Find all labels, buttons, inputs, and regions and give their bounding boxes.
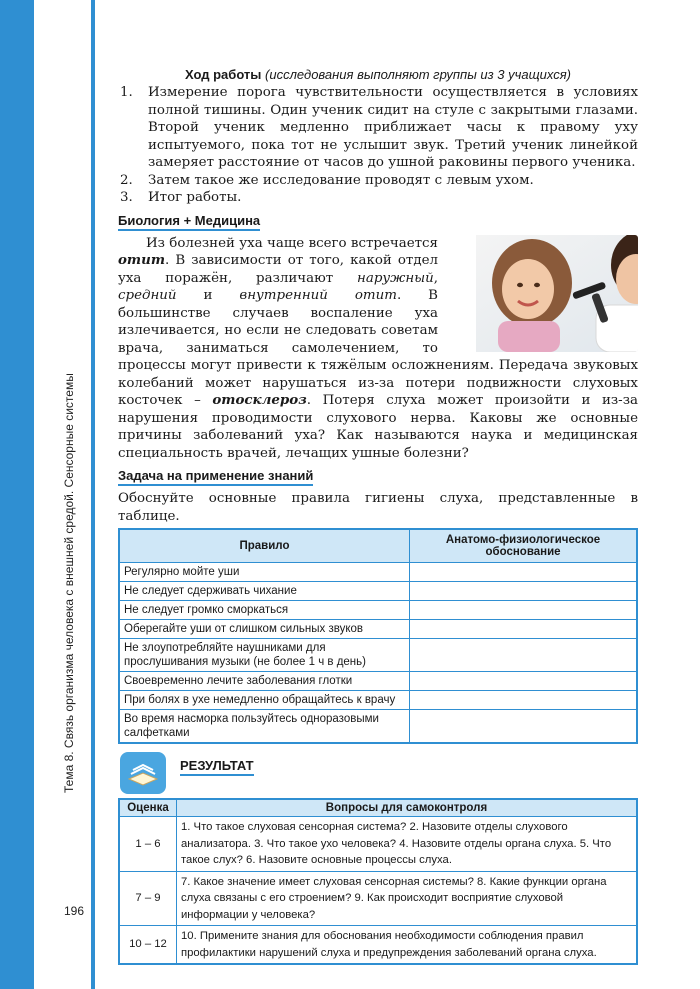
result-title: РЕЗУЛЬТАТ	[180, 758, 254, 776]
reason-cell[interactable]	[410, 672, 638, 691]
term: внутренний отит	[239, 288, 397, 303]
term-otoskleroz: отосклероз	[212, 392, 307, 408]
rule-cell: Оберегайте уши от слишком сильных звуков	[119, 620, 410, 639]
text: . В большинстве случаев воспаление уха излечивается, но если не следовать советам врача, заниматься самолечением, то процессы могут привести к тяжёлым осложнениям. Передача звуковых колебаний может нарушаться из-за потери подвижности слуховых косточек –	[118, 288, 638, 408]
rule-cell: Не следует громко сморкаться	[119, 601, 410, 620]
hygiene-rules-table	[118, 528, 638, 744]
reason-cell[interactable]	[410, 691, 638, 710]
rule-cell: Не злоупотребляйте наушниками для прослушивания музыки (не более 1 ч в день)	[119, 639, 410, 672]
reason-cell[interactable]	[410, 563, 638, 582]
step-number: 3.	[120, 190, 133, 205]
result-header	[118, 752, 638, 798]
task-heading: Задача на применение знаний	[118, 468, 313, 486]
step-text: Измерение порога чувствительности осуществляется в условиях полной тишины. Один ученик сидит на стуле с закрытыми глазами. Второй ученик медленно приближает часы к правому уху испытуемого, пока тот не услышит звук. Третий ученик линейкой замеряет расстояние от часов до ушной раковины первого ученика.	[148, 85, 638, 170]
rule-cell: Не следует сдерживать чихание	[119, 582, 410, 601]
sidebar-stripe	[0, 0, 34, 989]
rule-cell: Своевременно лечите заболевания глотки	[119, 672, 410, 691]
step-text: Затем такое же исследование проводят с левым ухом.	[148, 172, 534, 188]
text: Из болезней уха чаще всего встречается	[146, 235, 438, 251]
table-row	[119, 710, 637, 744]
step-text: Итог работы.	[148, 190, 242, 205]
workflow-steps	[118, 84, 638, 207]
sidebar-line	[91, 0, 95, 989]
text: и	[176, 288, 240, 303]
workflow-step	[118, 172, 638, 190]
step-number: 2.	[120, 172, 133, 188]
chapter-caption: Тема 8. Связь организма человека с внешней средой. Сенсорные системы	[62, 373, 76, 793]
questions-cell: 7. Какое значение имеет слуховая сенсорная системы? 8. Какие функции органа слуха связаны с его строением? 9. Как происходит восприятие слуховой информации у человека?	[177, 871, 638, 926]
text: ,	[433, 270, 438, 286]
task-intro: Обоснуйте основные правила гигиены слуха, представленные в таблице.	[118, 491, 638, 524]
questions-cell: 10. Примените знания для обоснования необходимости соблюдения правил профилактики нарушений слуха и предупреждения заболеваний органа слуха.	[177, 926, 638, 965]
questions-cell: 1. Что такое слуховая сенсорная система? 2. Назовите отделы слухового анализатора. 3. Что такое ухо человека? 4. Назовите отделы органа слуха. 5. Что такое слух? 6. Назовите основные процессы слуха.	[177, 817, 638, 872]
table-row	[119, 620, 637, 639]
page-content	[118, 66, 638, 965]
table-row	[119, 639, 637, 672]
reason-cell[interactable]	[410, 639, 638, 672]
column-header-rule: Правило	[119, 529, 410, 563]
rule-cell: При болях в ухе немедленно обращайтесь к врачу	[119, 691, 410, 710]
term: средний	[118, 288, 177, 303]
table-row	[119, 926, 637, 965]
workflow-title	[118, 66, 638, 83]
table-row	[119, 691, 637, 710]
self-check-table	[118, 798, 638, 965]
text: . Потеря слуха может произойти и из-за нарушения проводимости слухового нерва. Каковы же основные причины заболеваний уха? Как называются наука и медицинская специальность врачей, лечащих ушные болезни?	[118, 393, 638, 461]
score-cell: 1 – 6	[119, 817, 177, 872]
step-number: 1.	[120, 85, 133, 100]
column-header-score: Оценка	[119, 799, 177, 817]
term-otit: отит	[118, 252, 166, 268]
page-sidebar	[0, 0, 95, 989]
table-row	[119, 582, 637, 601]
table-header-row	[119, 529, 637, 563]
column-header-reason: Анатомо-физиологическое обоснование	[410, 529, 638, 563]
table-header-row	[119, 799, 637, 817]
workflow-subtitle: (исследования выполняют группы из 3 учащихся)	[265, 67, 571, 82]
table-row	[119, 563, 637, 582]
doctor-examining-child-photo	[448, 235, 638, 352]
biomed-heading: Биология + Медицина	[118, 213, 260, 231]
workflow-step	[118, 84, 638, 172]
term: наружный	[357, 270, 434, 286]
photo-illustration	[476, 235, 638, 352]
page-number: 196	[64, 904, 85, 918]
text: . В зависимости от того, какой отдел уха поражён, различают	[118, 253, 438, 286]
table-row	[119, 871, 637, 926]
score-cell: 7 – 9	[119, 871, 177, 926]
reason-cell[interactable]	[410, 710, 638, 744]
table-row	[119, 817, 637, 872]
table-row	[119, 672, 637, 691]
reason-cell[interactable]	[410, 620, 638, 639]
workflow-title-text: Ход работы	[184, 67, 262, 82]
biomed-paragraph	[118, 235, 638, 463]
rule-cell: Регулярно мойте уши	[119, 563, 410, 582]
rule-cell: Во время насморка пользуйтесь одноразовыми салфетками	[119, 710, 410, 744]
reason-cell[interactable]	[410, 601, 638, 620]
column-header-questions: Вопросы для самоконтроля	[177, 799, 638, 817]
book-icon	[120, 752, 166, 794]
table-row	[119, 601, 637, 620]
score-cell: 10 – 12	[119, 926, 177, 965]
reason-cell[interactable]	[410, 582, 638, 601]
workflow-step	[118, 189, 638, 207]
